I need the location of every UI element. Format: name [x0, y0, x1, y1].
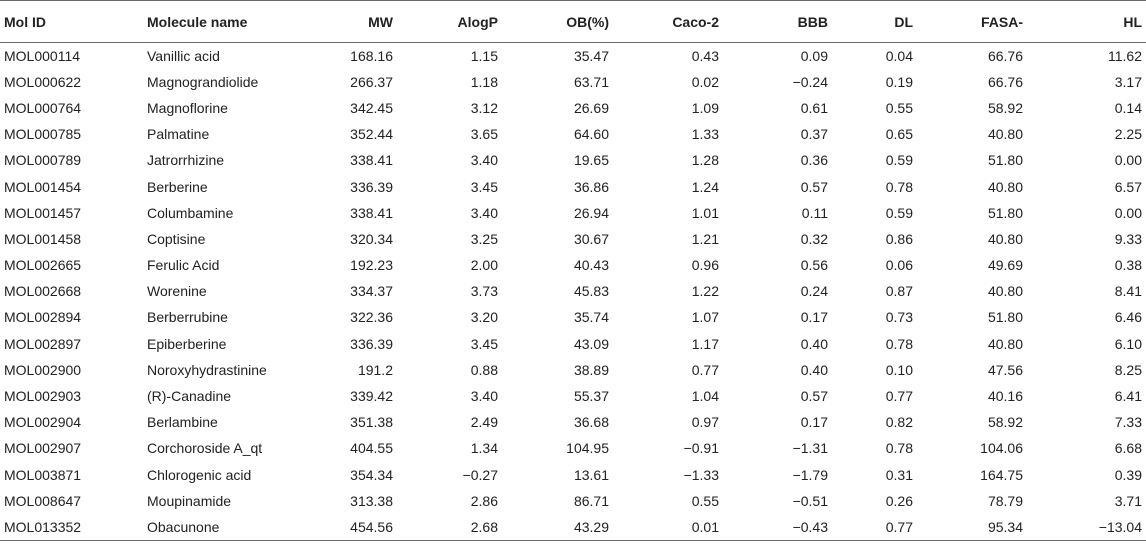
cell-hl: 0.00 — [1114, 204, 1142, 221]
header-caco2: Caco-2 — [611, 1, 721, 43]
cell-dl: 0.73 — [885, 309, 913, 326]
cell-mol-id: MOL002668 — [4, 283, 82, 300]
table-row — [0, 331, 1146, 357]
cell-hl: 3.17 — [1114, 73, 1142, 90]
cell-dl: 0.65 — [885, 126, 913, 143]
cell-mol-id: MOL002894 — [4, 309, 82, 326]
cell-ob: 40.43 — [573, 257, 609, 274]
cell-mw: 338.41 — [350, 204, 393, 221]
cell-alogp: 3.12 — [470, 99, 498, 116]
cell-fasa: 40.80 — [987, 230, 1023, 247]
cell-ob: 55.37 — [573, 388, 609, 405]
cell-dl: 0.87 — [885, 283, 913, 300]
cell-bbb: 0.57 — [800, 178, 828, 195]
cell-mw: 336.39 — [350, 178, 393, 195]
cell-mol-id: MOL001457 — [4, 204, 82, 221]
cell-mol-id: MOL002897 — [4, 335, 82, 352]
cell-hl: 6.10 — [1114, 335, 1142, 352]
cell-molecule-name: Columbamine — [147, 204, 234, 221]
cell-caco2: 1.28 — [691, 152, 719, 169]
cell-hl: 9.33 — [1114, 230, 1142, 247]
cell-bbb: 0.32 — [800, 230, 828, 247]
cell-hl: 6.68 — [1114, 440, 1142, 457]
header-molecule-name: Molecule name — [145, 1, 345, 43]
cell-alogp: 3.40 — [470, 388, 498, 405]
cell-alogp: 2.49 — [470, 414, 498, 431]
cell-molecule-name: Vanillic acid — [147, 47, 220, 64]
table-row — [0, 488, 1146, 514]
cell-molecule-name: Chlorogenic acid — [147, 466, 252, 483]
cell-molecule-name: (R)-Canadine — [147, 388, 232, 405]
cell-bbb: 0.56 — [800, 257, 828, 274]
cell-hl: 8.25 — [1114, 361, 1142, 378]
cell-dl: 0.10 — [885, 361, 913, 378]
cell-hl: 6.57 — [1114, 178, 1142, 195]
cell-bbb: 0.40 — [800, 335, 828, 352]
cell-mol-id: MOL002903 — [4, 388, 82, 405]
header-ob: OB(%) — [500, 1, 611, 43]
table-row — [0, 226, 1146, 252]
cell-mol-id: MOL002665 — [4, 257, 82, 274]
header-alogp: AlogP — [393, 1, 500, 43]
cell-fasa: 66.76 — [987, 73, 1023, 90]
cell-mw: 320.34 — [350, 230, 393, 247]
cell-alogp: 2.86 — [470, 492, 498, 509]
cell-bbb: −0.43 — [721, 514, 830, 540]
cell-mw: 168.16 — [350, 47, 393, 64]
cell-caco2: 0.97 — [691, 414, 719, 431]
cell-hl: 0.39 — [1114, 466, 1142, 483]
cell-mw: 454.56 — [345, 514, 393, 540]
cell-ob: 13.61 — [573, 466, 609, 483]
cell-mw: 352.44 — [350, 126, 393, 143]
cell-caco2: 1.22 — [691, 283, 719, 300]
cell-alogp: 3.40 — [470, 152, 498, 169]
cell-dl: 0.06 — [885, 257, 913, 274]
cell-fasa: 58.92 — [987, 414, 1023, 431]
cell-fasa: 40.80 — [987, 126, 1023, 143]
table-row — [0, 383, 1146, 409]
cell-bbb: −1.79 — [792, 466, 828, 483]
cell-hl: 11.62 — [1108, 47, 1142, 64]
cell-molecule-name: Moupinamide — [147, 492, 232, 509]
cell-ob: 35.47 — [573, 47, 609, 64]
cell-ob: 43.29 — [500, 514, 611, 540]
cell-molecule-name: Berlambine — [147, 414, 218, 431]
cell-molecule-name: Coptisine — [147, 230, 206, 247]
table-row — [0, 95, 1146, 121]
cell-dl: 0.86 — [885, 230, 913, 247]
cell-mol-id: MOL013352 — [0, 514, 145, 540]
cell-bbb: −0.24 — [792, 73, 828, 90]
cell-fasa: 40.16 — [987, 388, 1023, 405]
cell-mw: 339.42 — [350, 388, 393, 405]
header-mol-id: Mol ID — [0, 1, 145, 43]
cell-fasa: 47.56 — [987, 361, 1023, 378]
cell-fasa: 78.79 — [987, 492, 1023, 509]
cell-ob: 30.67 — [573, 230, 609, 247]
table-row — [0, 147, 1146, 173]
cell-bbb: 0.09 — [800, 47, 828, 64]
cell-alogp: 0.88 — [470, 361, 498, 378]
cell-mw: 266.37 — [350, 73, 393, 90]
cell-mol-id: MOL001454 — [4, 178, 82, 195]
cell-ob: 86.71 — [573, 492, 609, 509]
cell-alogp: 3.45 — [470, 178, 498, 195]
table-row — [0, 43, 1146, 69]
table-row — [0, 409, 1146, 435]
cell-bbb: 0.11 — [801, 204, 828, 221]
cell-caco2: 1.01 — [691, 204, 719, 221]
table-row — [0, 278, 1146, 304]
cell-hl: 6.46 — [1114, 309, 1142, 326]
cell-ob: 36.68 — [573, 414, 609, 431]
cell-molecule-name: Worenine — [147, 283, 207, 300]
table-row — [0, 252, 1146, 278]
cell-alogp: 2.00 — [470, 257, 498, 274]
cell-hl: 8.41 — [1114, 283, 1142, 300]
cell-fasa: 66.76 — [987, 47, 1023, 64]
cell-dl: 0.59 — [885, 204, 913, 221]
cell-molecule-name: Magnoflorine — [147, 99, 228, 116]
cell-mol-id: MOL001458 — [4, 230, 82, 247]
cell-mol-id: MOL000622 — [4, 73, 82, 90]
cell-mol-id: MOL000785 — [4, 126, 82, 143]
cell-caco2: 0.96 — [691, 257, 719, 274]
cell-dl: 0.19 — [885, 73, 913, 90]
cell-molecule-name: Berberrubine — [147, 309, 228, 326]
cell-mw: 404.55 — [350, 440, 393, 457]
table-row — [0, 304, 1146, 330]
cell-hl: 7.33 — [1114, 414, 1142, 431]
cell-fasa: 40.80 — [987, 335, 1023, 352]
cell-dl: 0.77 — [830, 514, 915, 540]
cell-mw: 338.41 — [350, 152, 393, 169]
cell-caco2: 0.02 — [691, 73, 719, 90]
cell-hl: 3.71 — [1114, 492, 1142, 509]
cell-bbb: 0.36 — [800, 152, 828, 169]
cell-mol-id: MOL003871 — [4, 466, 82, 483]
header-hl: HL — [1025, 1, 1146, 43]
table-row — [0, 121, 1146, 147]
cell-dl: 0.78 — [885, 440, 913, 457]
cell-mol-id: MOL008647 — [4, 492, 82, 509]
cell-dl: 0.78 — [885, 335, 913, 352]
cell-fasa: 40.80 — [987, 178, 1023, 195]
cell-ob: 26.94 — [573, 204, 609, 221]
cell-caco2: 1.04 — [691, 388, 719, 405]
cell-molecule-name: Magnograndiolide — [147, 73, 259, 90]
cell-mol-id: MOL002904 — [4, 414, 82, 431]
cell-mol-id: MOL002900 — [4, 361, 82, 378]
cell-caco2: 0.43 — [691, 47, 719, 64]
header-fasa: FASA- — [915, 1, 1025, 43]
header-bbb: BBB — [721, 1, 830, 43]
cell-ob: 63.71 — [573, 73, 609, 90]
cell-molecule-name: Jatrorrhizine — [147, 152, 225, 169]
cell-caco2: −0.91 — [683, 440, 719, 457]
cell-caco2: 0.01 — [611, 514, 721, 540]
table-row — [0, 514, 1146, 540]
cell-dl: 0.55 — [885, 99, 913, 116]
cell-caco2: 1.09 — [691, 99, 719, 116]
cell-alogp: 1.18 — [470, 73, 498, 90]
cell-alogp: 3.20 — [470, 309, 498, 326]
cell-caco2: 1.33 — [691, 126, 719, 143]
cell-mw: 342.45 — [350, 99, 393, 116]
cell-hl: 6.41 — [1114, 388, 1142, 405]
cell-alogp: 1.34 — [470, 440, 498, 457]
cell-alogp: −0.27 — [462, 466, 498, 483]
cell-fasa: 58.92 — [987, 99, 1023, 116]
cell-fasa: 104.06 — [980, 440, 1023, 457]
table-row — [0, 462, 1146, 488]
cell-mw: 192.23 — [350, 257, 393, 274]
cell-mol-id: MOL000789 — [4, 152, 82, 169]
cell-ob: 19.65 — [573, 152, 609, 169]
cell-dl: 0.77 — [885, 388, 913, 405]
cell-mol-id: MOL002907 — [4, 440, 82, 457]
cell-mol-id: MOL000764 — [4, 99, 82, 116]
cell-mw: 191.2 — [357, 361, 393, 378]
cell-ob: 104.95 — [566, 440, 609, 457]
cell-bbb: 0.57 — [800, 388, 828, 405]
cell-alogp: 3.65 — [470, 126, 498, 143]
cell-caco2: 1.24 — [691, 178, 719, 195]
cell-alogp: 3.40 — [470, 204, 498, 221]
cell-mw: 322.36 — [350, 309, 393, 326]
cell-bbb: 0.40 — [800, 361, 828, 378]
table-row — [0, 69, 1146, 95]
cell-molecule-name: Noroxyhydrastinine — [147, 361, 267, 378]
cell-dl: 0.04 — [885, 47, 913, 64]
cell-hl: 2.25 — [1114, 126, 1142, 143]
cell-fasa: 51.80 — [987, 309, 1023, 326]
cell-molecule-name: Palmatine — [147, 126, 210, 143]
cell-fasa: 49.69 — [987, 257, 1023, 274]
cell-molecule-name: Obacunone — [145, 514, 345, 540]
cell-hl: 0.38 — [1114, 257, 1142, 274]
cell-caco2: 1.17 — [691, 335, 719, 352]
cell-alogp: 3.73 — [470, 283, 498, 300]
cell-fasa: 40.80 — [987, 283, 1023, 300]
cell-ob: 38.89 — [573, 361, 609, 378]
cell-molecule-name: Ferulic Acid — [147, 257, 220, 274]
cell-molecule-name: Epiberberine — [147, 335, 227, 352]
cell-hl: 0.00 — [1114, 152, 1142, 169]
cell-dl: 0.59 — [885, 152, 913, 169]
cell-caco2: 0.77 — [691, 361, 719, 378]
cell-alogp: 3.25 — [470, 230, 498, 247]
table-row — [0, 200, 1146, 226]
table-row — [0, 357, 1146, 383]
header-dl: DL — [830, 1, 915, 43]
cell-bbb: 0.24 — [800, 283, 828, 300]
cell-fasa: 95.34 — [915, 514, 1025, 540]
cell-molecule-name: Berberine — [147, 178, 208, 195]
cell-ob: 36.86 — [573, 178, 609, 195]
cell-mw: 354.34 — [350, 466, 393, 483]
cell-fasa: 51.80 — [987, 204, 1023, 221]
cell-ob: 64.60 — [573, 126, 609, 143]
cell-mw: 351.38 — [350, 414, 393, 431]
cell-alogp: 2.68 — [393, 514, 500, 540]
cell-mol-id: MOL000114 — [4, 47, 81, 64]
header-mw: MW — [345, 1, 393, 43]
cell-caco2: 0.55 — [691, 492, 719, 509]
cell-ob: 45.83 — [573, 283, 609, 300]
cell-ob: 35.74 — [573, 309, 609, 326]
cell-mw: 336.39 — [350, 335, 393, 352]
table-body — [0, 43, 1146, 541]
cell-dl: 0.78 — [885, 178, 913, 195]
cell-mw: 334.37 — [350, 283, 393, 300]
cell-bbb: 0.17 — [800, 414, 828, 431]
cell-ob: 26.69 — [573, 99, 609, 116]
cell-ob: 43.09 — [573, 335, 609, 352]
cell-mw: 313.38 — [350, 492, 393, 509]
cell-dl: 0.31 — [885, 466, 913, 483]
cell-molecule-name: Corchoroside A_qt — [147, 440, 263, 457]
cell-hl: 0.14 — [1114, 99, 1142, 116]
cell-fasa: 51.80 — [987, 152, 1023, 169]
cell-bbb: 0.61 — [800, 99, 828, 116]
cell-bbb: −0.51 — [792, 492, 828, 509]
cell-caco2: 1.21 — [691, 230, 719, 247]
cell-hl: −13.04 — [1025, 514, 1146, 540]
cell-dl: 0.82 — [885, 414, 913, 431]
cell-fasa: 164.75 — [980, 466, 1023, 483]
table-row — [0, 173, 1146, 199]
header-row — [0, 1, 1146, 43]
cell-dl: 0.26 — [885, 492, 913, 509]
table-row — [0, 435, 1146, 461]
cell-caco2: −1.33 — [683, 466, 719, 483]
cell-alogp: 1.15 — [470, 47, 498, 64]
cell-bbb: −1.31 — [792, 440, 828, 457]
cell-caco2: 1.07 — [691, 309, 719, 326]
cell-alogp: 3.45 — [470, 335, 498, 352]
cell-bbb: 0.37 — [800, 126, 828, 143]
cell-bbb: 0.17 — [800, 309, 828, 326]
